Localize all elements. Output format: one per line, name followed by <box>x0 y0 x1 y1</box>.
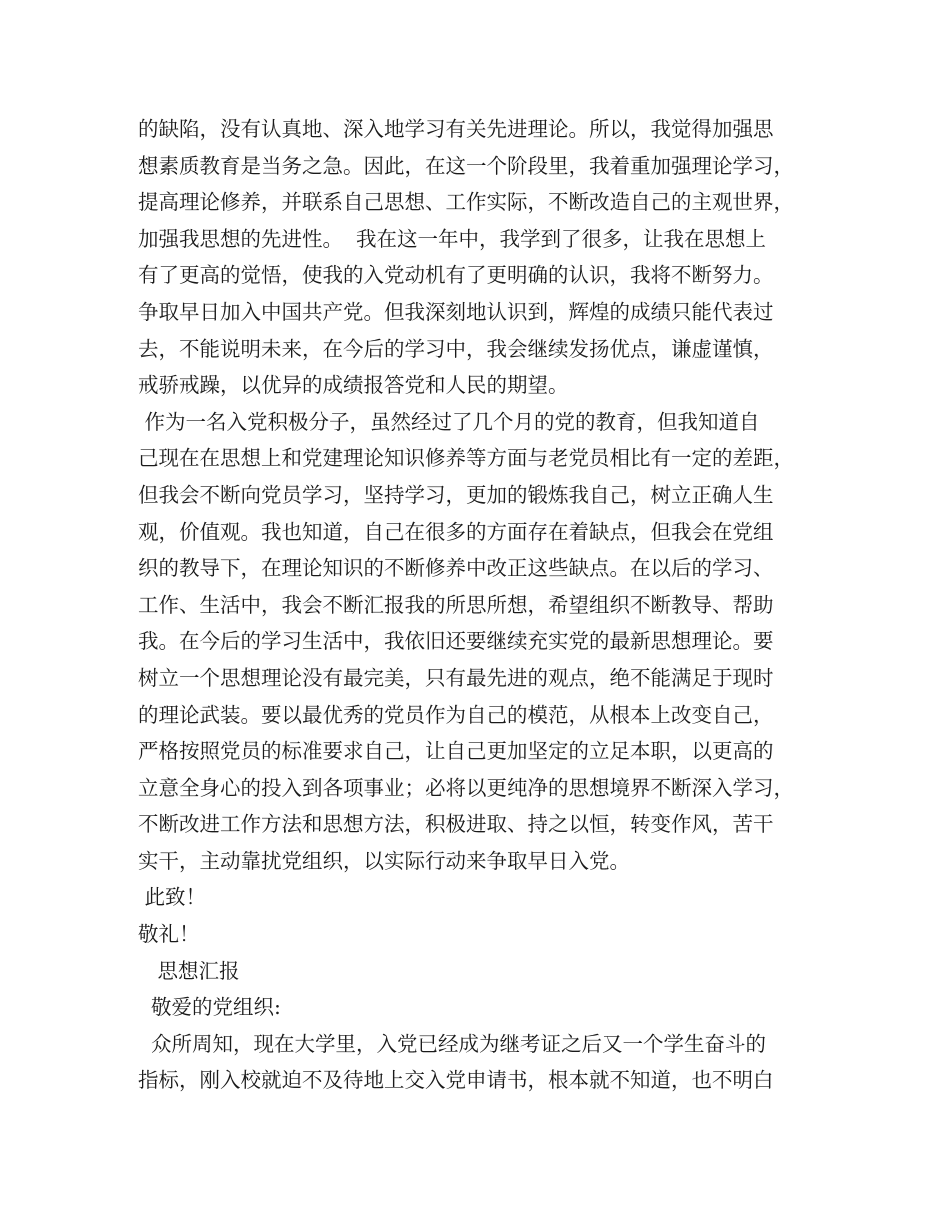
text-line: 观，价值观。我也知道，自己在很多的方面存在着缺点，但我会在党组 <box>138 519 774 544</box>
text-line: 加强我思想的先进性。 我在这一年中，我学到了很多，让我在思想上 <box>138 226 767 251</box>
text-line: 工作、生活中，我会不断汇报我的所思所想，希望组织不断教导、帮助 <box>138 592 774 617</box>
text-line: 织的教导下，在理论知识的不断修养中改正这些缺点。在以后的学习、 <box>138 556 774 581</box>
text-line: 争取早日加入中国共产党。但我深刻地认识到，辉煌的成绩只能代表过 <box>138 299 774 324</box>
text-line: 戒骄戒躁，以优异的成绩报答党和人民的期望。 <box>138 373 569 398</box>
text-line: 立意全身心的投入到各项事业；必将以更纯净的思想境界不断深入学习， <box>138 775 794 800</box>
text-line: 去，不能说明未来，在今后的学习中，我会继续发扬优点，谦虚谨慎， <box>138 336 774 361</box>
text-line: 己现在在思想上和党建理论知识修养等方面与老党员相比有一定的差距， <box>138 446 794 471</box>
text-line: 作为一名入党积极分子，虽然经过了几个月的党的教育，但我知道自 <box>138 409 760 434</box>
text-line: 我。在今后的学习生活中，我依旧还要继续充实党的最新思想理论。要 <box>138 629 774 654</box>
text-line: 众所周知，现在大学里，入党已经成为继考证之后又一个学生奋斗的 <box>138 1031 767 1056</box>
closing-line: 此致！ <box>138 885 207 910</box>
text-line: 想素质教育是当务之急。因此，在这一个阶段里，我着重加强理论学习， <box>138 153 794 178</box>
text-line: 提高理论修养，并联系自己思想、工作实际，不断改造自己的主观世界， <box>138 190 794 215</box>
text-line: 有了更高的觉悟，使我的入党动机有了更明确的认识，我将不断努力。 <box>138 263 774 288</box>
salutation-line: 敬爱的党组织: <box>138 995 281 1020</box>
text-line: 但我会不断向党员学习，坚持学习，更加的锻炼我自己，树立正确人生 <box>138 482 774 507</box>
text-line: 树立一个思想理论没有最完美，只有最先进的观点，绝不能满足于现时 <box>138 665 774 690</box>
text-line: 实干，主动靠扰党组织，以实际行动来争取早日入党。 <box>138 848 630 873</box>
text-line: 指标，刚入校就迫不及待地上交入党申请书，根本就不知道，也不明白 <box>138 1068 774 1093</box>
text-line: 不断改进工作方法和思想方法，积极进取、持之以恒，转变作风，苦干 <box>138 812 774 837</box>
text-line: 的理论武装。要以最优秀的党员作为自己的模范，从根本上改变自己， <box>138 702 774 727</box>
section-title: 思想汇报 <box>138 958 240 983</box>
text-line: 严格按照党员的标准要求自己，让自己更加坚定的立足本职，以更高的 <box>138 739 774 764</box>
document-body <box>138 111 818 1099</box>
closing-line: 敬礼！ <box>138 922 200 947</box>
text-line: 的缺陷，没有认真地、深入地学习有关先进理论。所以，我觉得加强思 <box>138 117 774 141</box>
